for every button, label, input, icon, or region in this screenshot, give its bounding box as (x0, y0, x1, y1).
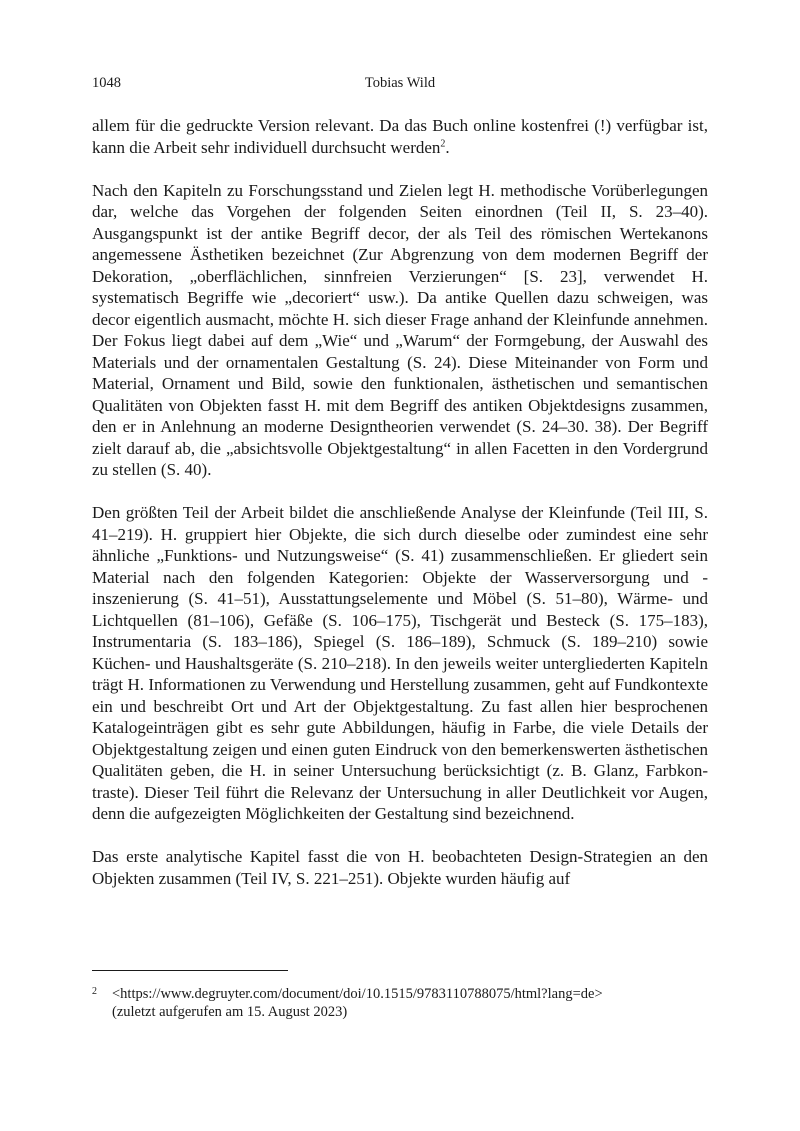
paragraph-3: Den größten Teil der Arbeit bildet die anschließende Analyse der Kleinfunde (Teil III, S. 41–219). H. gruppiert hier Objekte, die sich durch dieselbe oder zumindest eine sehr ähnliche „Funktions- und Nutzungsweise“ (S. 41) zusammenschließen. Er gliedert sein Material nach den folgenden Kategorien: Objekte der Wasserversorgung und -inszenierung (S. 41–51), Ausstattungselemente und Möbel (S. 51–80), Wärme- und Lichtquellen (81–106), Gefäße (S. 106–175), Tischgerät und Besteck (S. 175–183), Instrumentaria (S. 183–186), Spiegel (S. 186–189), Schmuck (S. 189–210) sowie Küchen- und Haushaltsgeräte (S. 210–218). In den jeweils weiter untergliederten Kapiteln trägt H. Informationen zu Verwendung und Herstellung zusammen, geht auf Fundkontexte ein und beschreibt Ort und Art der Objektgestaltung. Zu fast allen hier besprochenen Katalogeinträgen gibt es sehr gute Abbildungen, häufig in Farbe, die viele Details der Objektgestaltung zeigen und einen guten Eindruck von den bemerkenswerten ästhetischen Qualitäten geben, die H. in seiner Untersuchung berücksichtigt (z. B. Glanz, Farbkontraste). Dieser Teil führt die Relevanz der Untersuchung in aller Deutlichkeit vor Augen, denn die aufgezeigten Möglichkeiten der Gestaltung sind bezeichnend. (92, 503, 708, 823)
paragraph-1-trailing: . (445, 137, 450, 157)
footnote-access-date: (zuletzt aufgerufen am 15. August 2023) (112, 1004, 348, 1020)
footnote-reference-2[interactable]: 2 (440, 137, 446, 149)
footnote-url-link[interactable]: <https://www.degruyter.com/document/doi/10.1515/9783110788075/html?lang=de> (112, 986, 603, 1002)
paragraph-1 (92, 115, 708, 158)
footnote-2 (92, 985, 708, 1021)
footnotes (92, 985, 708, 1021)
running-title-author: Tobias Wild (364, 75, 436, 91)
footnote-number: 2 (92, 986, 97, 997)
paragraph-1-text: allem für die gedruckte Version relevant. Da das Buch online kostenfrei (!) verfügbar ist, kann die Arbeit sehr individuell durchsucht werden (92, 116, 708, 157)
body-text (92, 115, 708, 889)
footnote-separator (92, 970, 288, 971)
paragraph-2: Nach den Kapiteln zu Forschungsstand und Zielen legt H. methodische Vorüberlegungen dar, welche das Vorgehen der folgenden Seiten einordnen (Teil II, S. 23–40). Ausgangspunkt ist der antike Begriff decor, der als Teil des römischen Wertekanons angemessene Ästhetiken bezeichnet (Zur Abgrenzung von dem modernen Begriff der Dekoration, „oberflächlichen, sinnfreien Verzierungen“ [S. 23], verwendet H. systematisch Begriffe wie „decoriert“ usw.). Da antike Quellen dazu schweigen, was decor eigentlich ausmacht, möchte H. sich dieser Frage anhand der Kleinfunde annehmen. Der Fokus liegt dabei auf dem „Wie“ und „Warum“ der Formgebung, der Auswahl des Materials und der ornamentalen Gestaltung (S. 24). Diese Miteinander von Form und Material, Ornament und Bild, sowie den funktionalen, ästhetischen und semantischen Qualitäten von Objekten fasst H. mit dem Begriff des antiken Objektdesigns zusammen, den er in Anlehnung an moderne Designtheorien verwendet (S. 24–30. 38). Der Begriff zielt darauf ab, die „absichtsvolle Objektgestaltung“ in allen Facetten in den Vordergrund zu stellen (S. 40). (92, 180, 708, 479)
page-number: 1048 (92, 75, 121, 91)
running-head (92, 75, 708, 95)
paragraph-4: Das erste analytische Kapitel fasst die von H. beobachteten Design-Strategien an den Objekten zusammen (Teil IV, S. 221–251). Objekte wurden häufig auf (92, 847, 708, 888)
